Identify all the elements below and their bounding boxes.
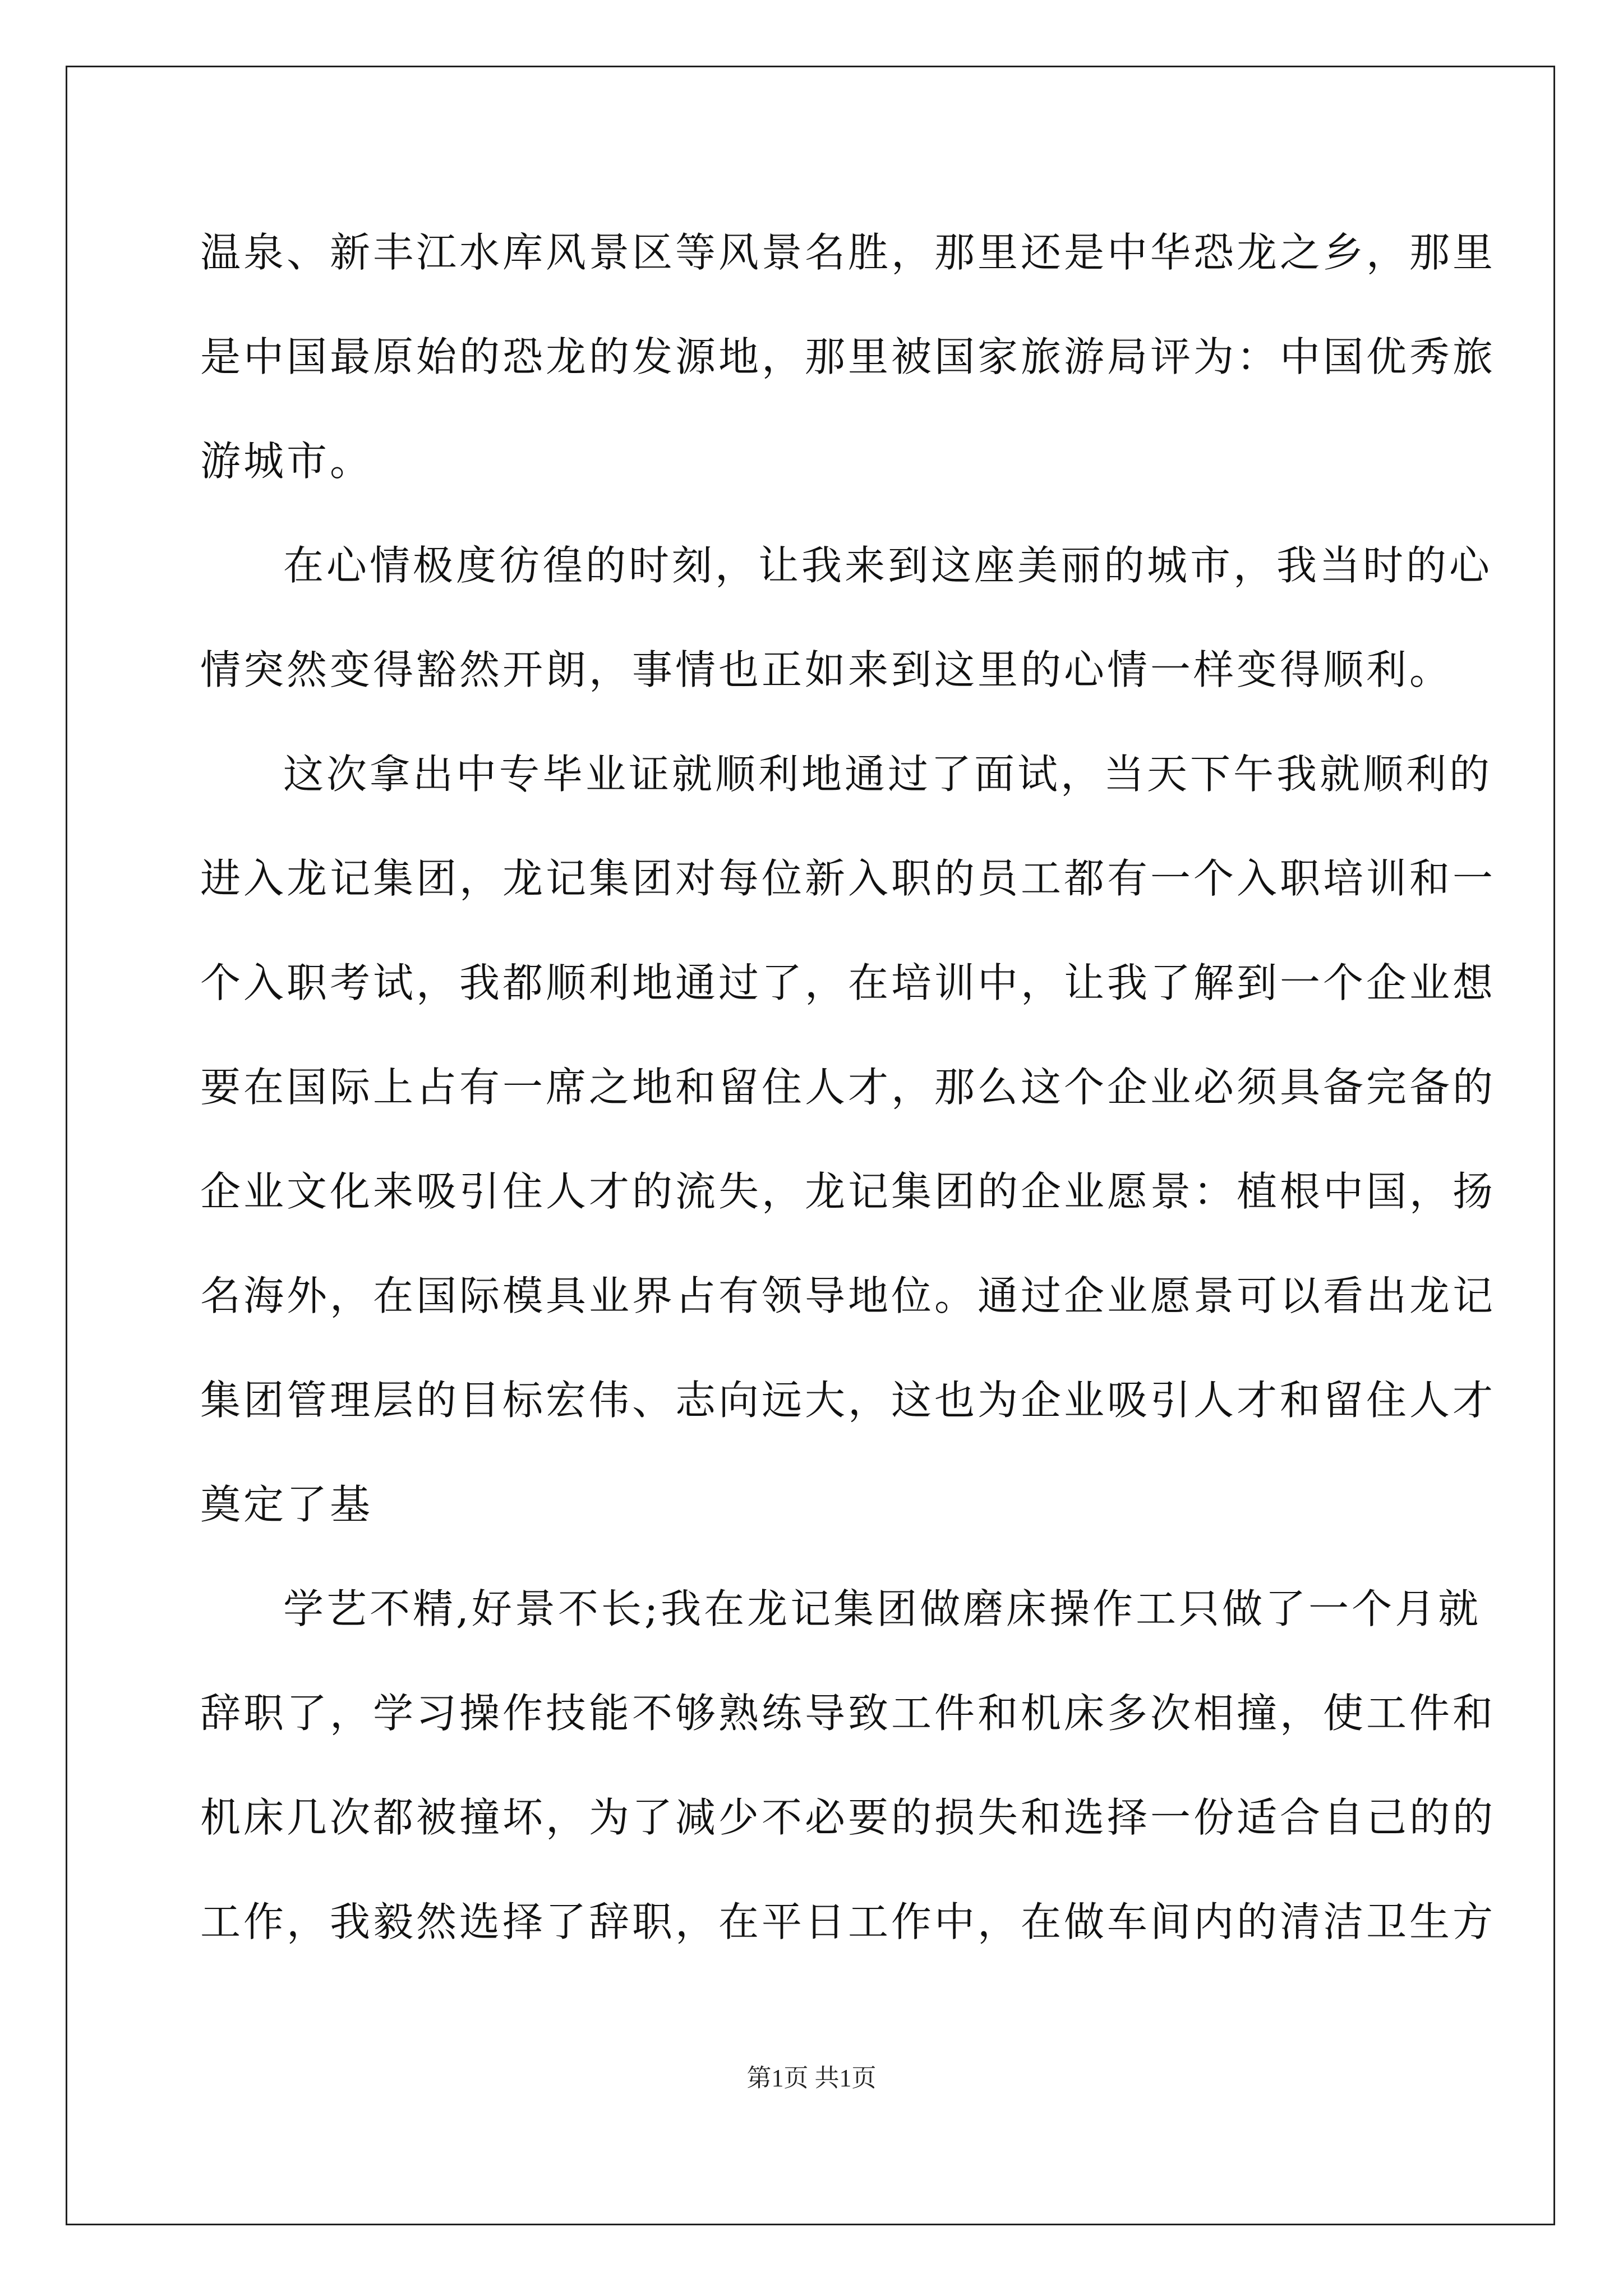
text-line: 游城市。 <box>200 438 374 485</box>
paragraph-first-line: 学艺不精,好景不长;我在龙记集团做磨床操作工只做了一个月就 <box>283 1585 1482 1632</box>
text-line: 工作，我毅然选择了辞职，在平日工作中，在做车间内的清洁卫生方 <box>200 1898 1496 1945</box>
text-line: 温泉、新丰江水库风景区等风景名胜，那里还是中华恐龙之乡，那里 <box>200 229 1496 276</box>
text-line: 奠定了基 <box>200 1481 374 1528</box>
text-line: 要在国际上占有一席之地和留住人才，那么这个企业必须具备完备的 <box>200 1064 1496 1111</box>
text-line: 名海外，在国际模具业界占有领导地位。通过企业愿景可以看出龙记 <box>200 1272 1496 1319</box>
page-number-footer: 第1页 共1页 <box>746 2064 877 2092</box>
text-line: 企业文化来吸引住人才的流失，龙记集团的企业愿景：植根中国，扬 <box>200 1168 1496 1215</box>
text-line: 集团管理层的目标宏伟、志向远大，这也为企业吸引人才和留住人才 <box>200 1377 1496 1424</box>
text-line: 是中国最原始的恐龙的发源地，那里被国家旅游局评为：中国优秀旅 <box>200 333 1496 380</box>
paragraph-first-line: 这次拿出中专毕业证就顺利地通过了面试，当天下午我就顺利的 <box>283 751 1493 798</box>
text-line: 辞职了，学习操作技能不够熟练导致工件和机床多次相撞，使工件和 <box>200 1690 1496 1737</box>
text-line: 情突然变得豁然开朗，事情也正如来到这里的心情一样变得顺利。 <box>200 646 1453 693</box>
text-line: 进入龙记集团，龙记集团对每位新入职的员工都有一个入职培训和一 <box>200 855 1496 902</box>
paragraph-first-line: 在心情极度彷徨的时刻，让我来到这座美丽的城市，我当时的心 <box>283 542 1493 589</box>
text-line: 个入职考试，我都顺利地通过了，在培训中，让我了解到一个企业想 <box>200 959 1496 1006</box>
text-line: 机床几次都被撞坏，为了减少不必要的损失和选择一份适合自己的的 <box>200 1794 1496 1841</box>
document-body <box>200 219 1496 1993</box>
